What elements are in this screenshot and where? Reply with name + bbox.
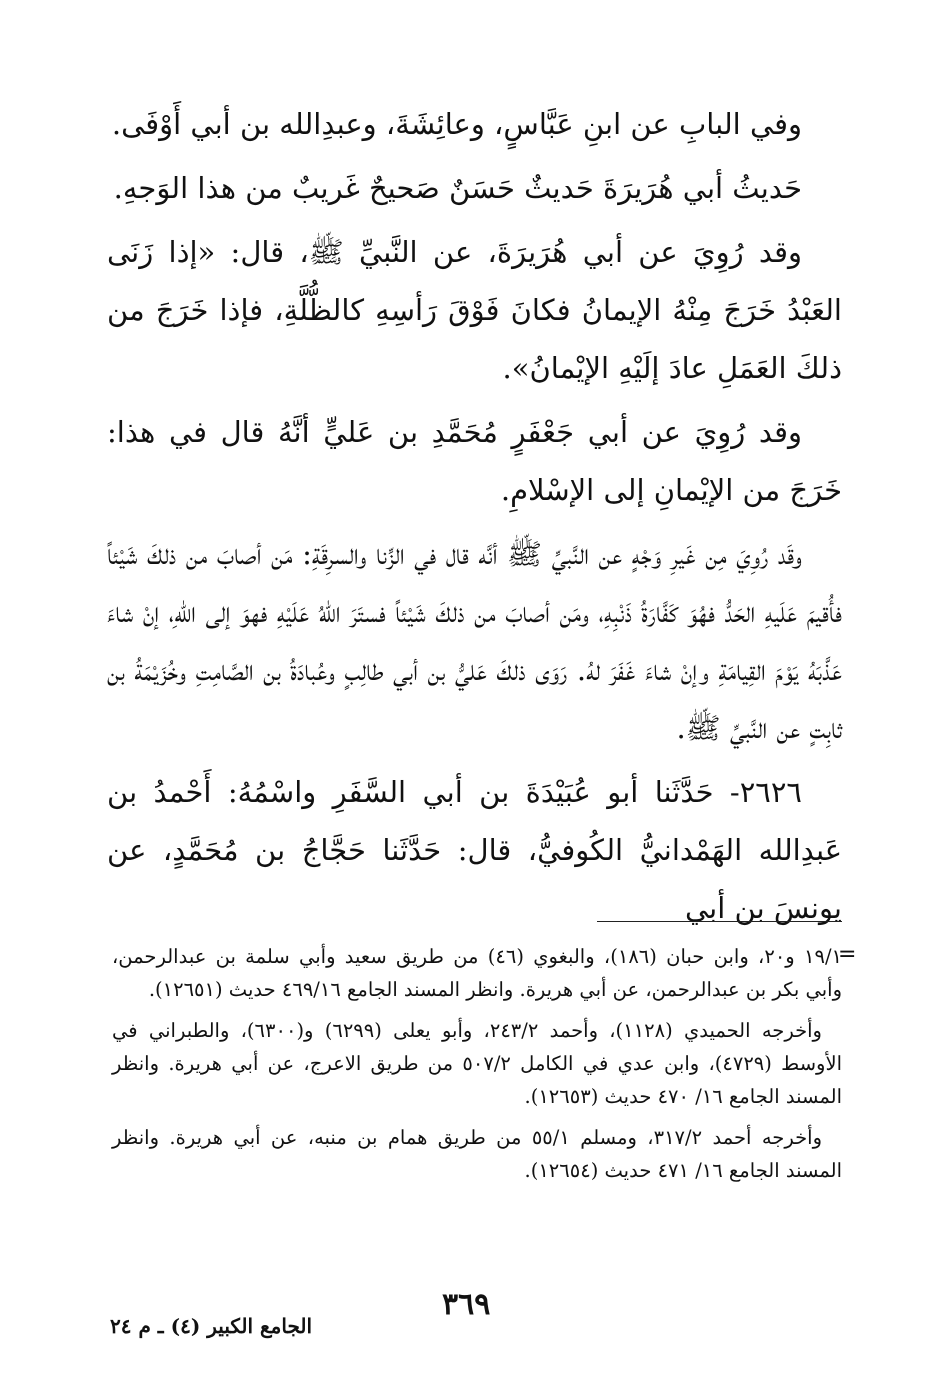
footnote-paragraph: وأخرجه الحميدي (١١٢٨)، وأحمد ٢٤٣/٢، وأبو يعلى (٦٢٩٩) و(٦٣٠٠)، والطبراني في الأوسط (٤٧٢٩)، وابن عدي في الكامل ٥٠٧/٢ من طريق الاعرج، عن أبي هريرة. وانظر المسند الجامع ١٦/ ٤٧٠ حديث (١٢٦٥٣). [112,1019,842,1108]
footnote-divider [597,921,842,922]
running-footer: الجامع الكبير (٤) ـ م ٢٤ [110,1314,313,1338]
main-text [107,95,842,943]
main-paragraph: حَديثُ أبي هُرَيرَةَ حَديثٌ حَسَنٌ صَحيحٌ غَريبٌ من هذا الوَجهِ. [113,171,802,205]
main-paragraph: وفي البابِ عن ابنِ عَبَّاسٍ، وعائِشَةَ، وعبدِالله بن أبي أَوْفَى. [111,107,802,141]
page-number: ٣٦٩ [442,1287,491,1322]
main-paragraph: وقَد رُوِيَ مِن غَيرِ وَجْهٍ عن النَّبيِّ ﷺ أنَّه قال في الزِّنا والسرِقَةِ: مَن أصابَ من ذلكَ شَيْئاً فأُقيمَ عَلَيهِ الحَدُّ فهُوَ كَفَّارَةُ ذَنْبِهِ، ومَن أصابَ من ذلكَ شَيْئاً فستَرَ اللهُ عَلَيْهِ فهوَ إلى اللهِ، إنْ شاءَ عَذَّبَهُ يَوْمَ القِيامَةِ وإنْ شاءَ غَفَرَ لهُ. رَوَى ذلكَ عَليُّ بن أبي طالِبٍ وعُبادَةُ بن الصَّامِتِ وخُزَيْمَةُ بن ثابِتٍ عن النَّبيِّ ﷺ. [107,537,842,745]
main-paragraph: وقد رُوِيَ عن أبي هُرَيرَةَ، عن النَّبيِّ ﷺ، قال: «إذا زَنَى العَبْدُ خَرَجَ مِنْهُ الإيمانُ فكانَ فَوْقَ رَأسِهِ كالظُّلَّةِ، فإذا خَرَجَ من ذلكَ العَمَلِ عادَ إلَيْهِ الإيْمانُ». [107,235,842,385]
main-paragraph: وقد رُوِيَ عن أبي جَعْفَرٍ مُحَمَّدِ بن عَليٍّ أنَّهُ قال في هذا: خَرَجَ من الإيْمانِ إلى الإسْلامِ. [107,415,842,507]
footnotes [112,940,842,1195]
footnote-paragraph: ١٩/١ و٢٠، وابن حبان (١٨٦)، والبغوي (٤٦) من طريق سعيد وأبي سلمة بن عبدالرحمن، وأبي بكر بن عبدالرحمن، عن أبي هريرة. وانظر المسند الجامع ٤٦٩/١٦ حديث (١٢٦٥١). [112,945,842,1001]
hadith-paragraph: ٢٦٢٦- حَدَّثَنا أبو عُبَيْدَةَ بن أبي السَّفَرِ واسْمُهُ: أَحْمدُ بن عَبدِالله الهَمْدانيُّ الكُوفيُّ، قال: حَدَّثَنا حَجَّاجُ بن مُحَمَّدٍ، عن يونسَ بن أبي [107,775,842,925]
footnote-paragraph: وأخرجه أحمد ٣١٧/٢، ومسلم ٥٥/١ من طريق همام بن منبه، عن أبي هريرة. وانظر المسند الجامع ١٦/ ٤٧١ حديث (١٢٦٥٤). [112,1126,842,1182]
continuation-marker: = [838,942,857,967]
